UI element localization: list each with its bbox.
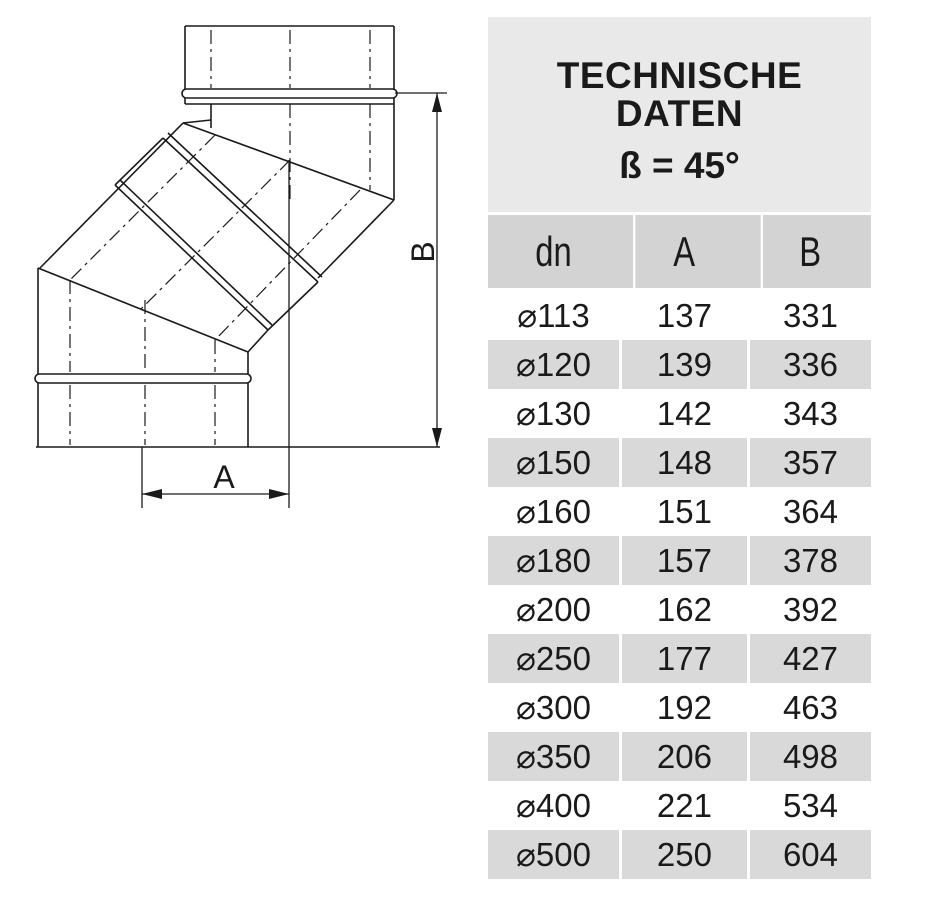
cell-a: 137 bbox=[619, 291, 747, 340]
cell-b: 392 bbox=[747, 585, 871, 634]
table-row bbox=[488, 438, 871, 487]
header-b: B bbox=[761, 215, 858, 288]
cell-dn: ⌀250 bbox=[516, 640, 591, 677]
cell-a: 139 bbox=[619, 340, 747, 389]
cell-b: 534 bbox=[747, 781, 871, 830]
cell-a: 162 bbox=[619, 585, 747, 634]
cell-b: 463 bbox=[747, 683, 871, 732]
table-row bbox=[488, 389, 871, 438]
dimension-lines bbox=[142, 93, 447, 508]
cell-a: 148 bbox=[619, 438, 747, 487]
table-title-block bbox=[488, 17, 871, 215]
table-row bbox=[488, 830, 871, 879]
bottom-pipe-segment bbox=[35, 374, 440, 447]
table-row bbox=[488, 683, 871, 732]
cell-a: 177 bbox=[619, 634, 747, 683]
cell-a: 250 bbox=[619, 830, 747, 879]
dimension-label-a: A bbox=[213, 459, 235, 495]
table-title-line2: DATEN bbox=[615, 93, 744, 134]
cell-b: 378 bbox=[747, 536, 871, 585]
cell-a: 206 bbox=[619, 732, 747, 781]
table-header-row bbox=[488, 215, 871, 291]
cell-a: 157 bbox=[619, 536, 747, 585]
cell-dn: ⌀113 bbox=[517, 297, 590, 334]
table-row bbox=[488, 732, 871, 781]
cell-a: 192 bbox=[619, 683, 747, 732]
cell-dn: ⌀200 bbox=[516, 591, 591, 628]
table-row bbox=[488, 781, 871, 830]
cell-b: 357 bbox=[747, 438, 871, 487]
cell-dn: ⌀130 bbox=[516, 395, 591, 432]
header-dn: dn bbox=[535, 227, 572, 275]
table-row bbox=[488, 291, 871, 340]
table-row bbox=[488, 536, 871, 585]
cell-b: 604 bbox=[747, 830, 871, 879]
cell-a: 221 bbox=[619, 781, 747, 830]
cell-dn: ⌀150 bbox=[516, 444, 591, 481]
cell-dn: ⌀300 bbox=[516, 689, 591, 726]
technical-data-table bbox=[488, 17, 871, 879]
cell-dn: ⌀400 bbox=[516, 787, 591, 824]
cell-dn: ⌀120 bbox=[516, 346, 591, 383]
cell-b: 336 bbox=[747, 340, 871, 389]
cell-dn: ⌀180 bbox=[516, 542, 591, 579]
bend-angle: ß = 45° bbox=[619, 145, 740, 186]
cell-a: 142 bbox=[619, 389, 747, 438]
header-a: A bbox=[633, 215, 733, 288]
table-row bbox=[488, 340, 871, 389]
cell-b: 364 bbox=[747, 487, 871, 536]
cell-a: 151 bbox=[619, 487, 747, 536]
dimension-arrowheads bbox=[142, 93, 442, 499]
dimension-label-b: B bbox=[405, 241, 441, 263]
cell-b: 427 bbox=[747, 634, 871, 683]
pipe-bend-drawing bbox=[0, 0, 480, 540]
table-row bbox=[488, 585, 871, 634]
cell-dn: ⌀160 bbox=[516, 493, 591, 530]
cell-b: 498 bbox=[747, 732, 871, 781]
upper-miter-segment bbox=[40, 120, 394, 278]
table-row bbox=[488, 487, 871, 536]
cell-b: 343 bbox=[747, 389, 871, 438]
table-title-line1: TECHNISCHE bbox=[556, 55, 803, 96]
table-row bbox=[488, 634, 871, 683]
cell-dn: ⌀500 bbox=[516, 836, 591, 873]
cell-b: 331 bbox=[747, 291, 871, 340]
cell-dn: ⌀350 bbox=[516, 738, 591, 775]
